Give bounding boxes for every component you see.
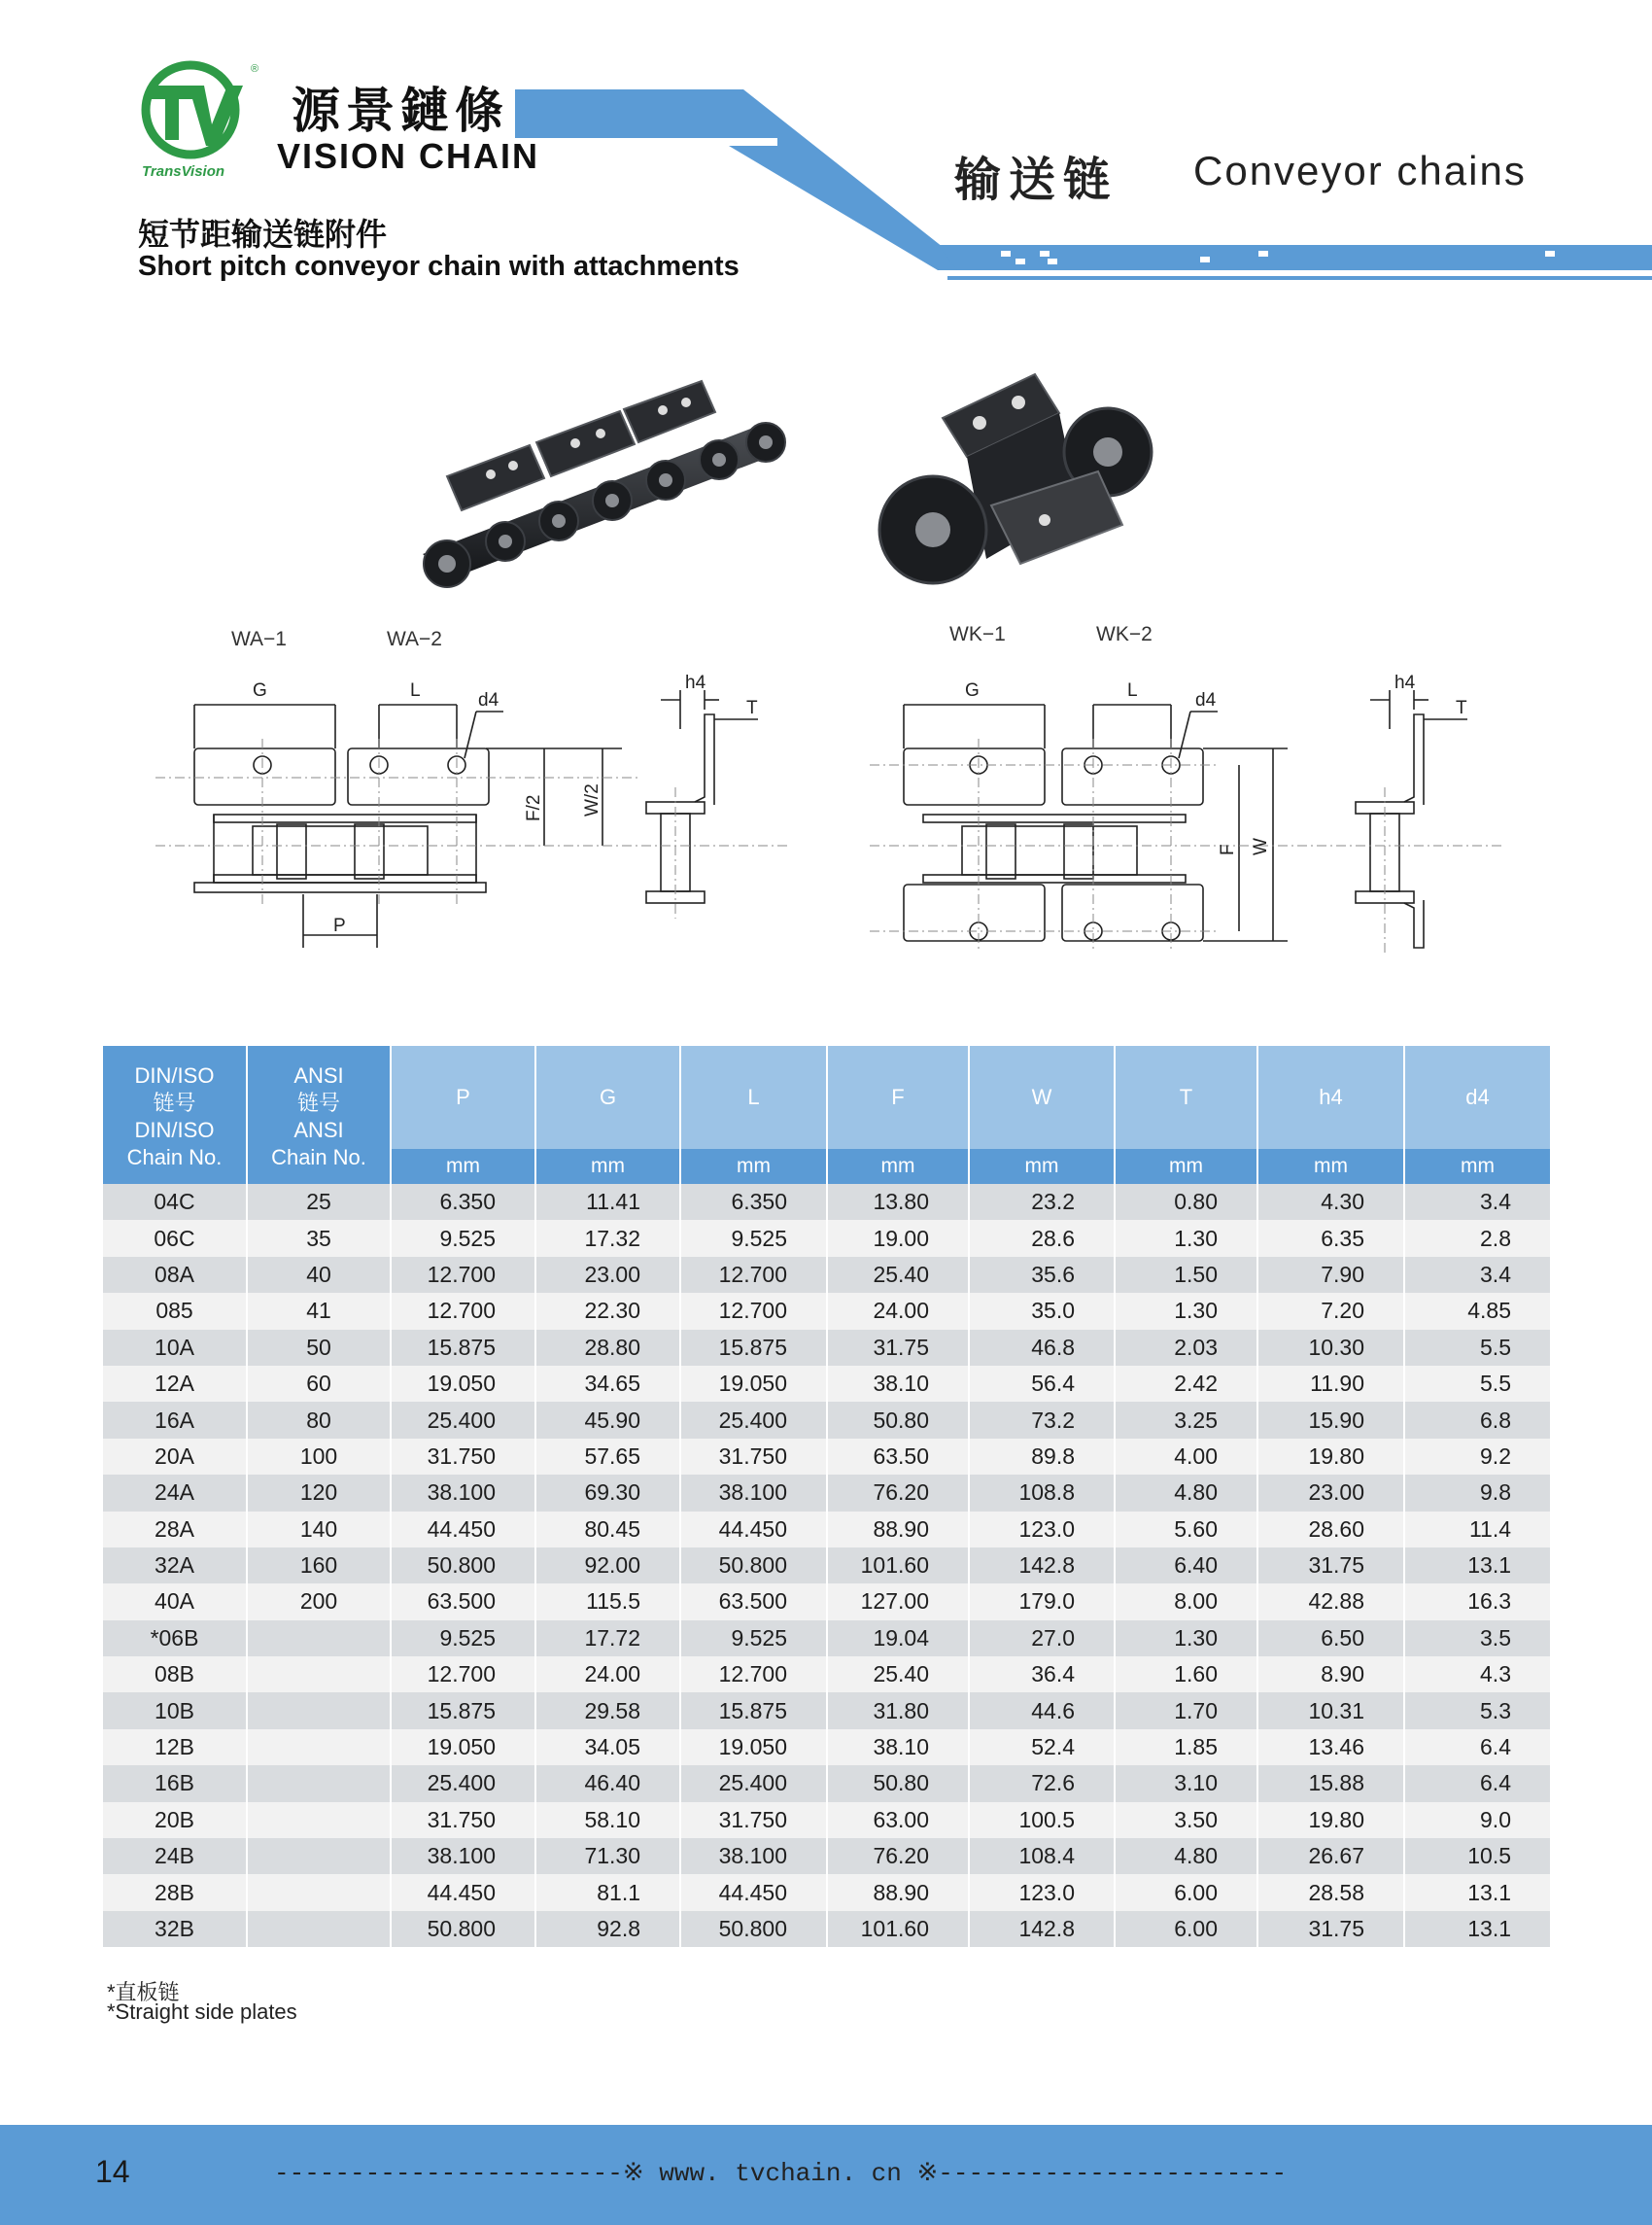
table-row [103,1257,1551,1293]
value-cell: 80.45 [535,1512,680,1547]
chain-no-cell: *06B [103,1620,247,1656]
col-head-g: G [535,1046,680,1149]
value-cell: 44.6 [969,1692,1115,1728]
ansi-no-cell: 200 [247,1583,391,1619]
unit-cell: mm [535,1149,680,1184]
wa-chain-photo [408,369,797,593]
wa1-label: WA−1 [231,628,287,650]
unit-cell: mm [680,1149,827,1184]
table-row [103,1475,1551,1511]
svg-text:TransVision: TransVision [142,163,225,180]
svg-text:d4: d4 [478,690,499,711]
value-cell: 1.85 [1115,1729,1257,1765]
value-cell: 10.5 [1404,1838,1551,1874]
value-cell: 57.65 [535,1439,680,1475]
ansi-no-cell: 50 [247,1330,391,1366]
value-cell: 5.3 [1404,1692,1551,1728]
value-cell: 46.40 [535,1765,680,1801]
ansi-no-cell: 80 [247,1402,391,1438]
chain-no-cell: 20A [103,1439,247,1475]
value-cell: 9.525 [680,1220,827,1256]
value-cell: 16.3 [1404,1583,1551,1619]
value-cell: 31.750 [680,1439,827,1475]
svg-text:L: L [1127,680,1138,701]
value-cell: 1.30 [1115,1620,1257,1656]
chain-no-cell: 24B [103,1838,247,1874]
ansi-no-cell: 35 [247,1220,391,1256]
value-cell: 12.700 [680,1656,827,1692]
value-cell: 2.03 [1115,1330,1257,1366]
wk1-label: WK−1 [949,623,1006,645]
value-cell: 19.00 [827,1220,969,1256]
ansi-no-cell [247,1620,391,1656]
chain-no-cell: 12A [103,1366,247,1402]
chain-no-cell: 08A [103,1257,247,1293]
value-cell: 179.0 [969,1583,1115,1619]
value-cell: 8.90 [1257,1656,1404,1692]
value-cell: 25.400 [391,1765,535,1801]
value-cell: 5.60 [1115,1512,1257,1547]
ansi-no-cell [247,1692,391,1728]
table-row [103,1293,1551,1329]
value-cell: 3.5 [1404,1620,1551,1656]
table-row [103,1911,1551,1947]
website-url: -----------------------※ www. tvchain. cn ※----------------------- [274,2159,1288,2188]
value-cell: 89.8 [969,1439,1115,1475]
ansi-no-cell: 100 [247,1439,391,1475]
col-head-w: W [969,1046,1115,1149]
table-row [103,1802,1551,1838]
value-cell: 8.00 [1115,1583,1257,1619]
value-cell: 142.8 [969,1547,1115,1583]
ansi-no-cell: 25 [247,1184,391,1220]
unit-cell: mm [1257,1149,1404,1184]
table-row [103,1620,1551,1656]
value-cell: 63.00 [827,1802,969,1838]
col-head-l: L [680,1046,827,1149]
svg-text:F/2: F/2 [524,794,544,821]
chain-no-cell: 06C [103,1220,247,1256]
value-cell: 1.30 [1115,1293,1257,1329]
value-cell: 42.88 [1257,1583,1404,1619]
ansi-no-cell: 140 [247,1512,391,1547]
table-row [103,1330,1551,1366]
value-cell: 50.80 [827,1402,969,1438]
chain-no-cell: 16B [103,1765,247,1801]
value-cell: 9.525 [680,1620,827,1656]
svg-text:L: L [410,680,421,701]
value-cell: 38.10 [827,1366,969,1402]
value-cell: 31.75 [1257,1547,1404,1583]
value-cell: 6.00 [1115,1911,1257,1947]
value-cell: 92.8 [535,1911,680,1947]
value-cell: 15.875 [391,1692,535,1728]
value-cell: 34.05 [535,1729,680,1765]
value-cell: 44.450 [680,1874,827,1910]
col-head-h4: h4 [1257,1046,1404,1149]
ansi-no-cell [247,1729,391,1765]
value-cell: 7.20 [1257,1293,1404,1329]
value-cell: 24.00 [827,1293,969,1329]
value-cell: 58.10 [535,1802,680,1838]
value-cell: 13.1 [1404,1911,1551,1947]
value-cell: 13.80 [827,1184,969,1220]
svg-text:T: T [1456,698,1467,718]
ansi-no-cell [247,1656,391,1692]
svg-text:W/2: W/2 [582,783,602,817]
value-cell: 28.80 [535,1330,680,1366]
chain-no-cell: 16A [103,1402,247,1438]
value-cell: 13.1 [1404,1547,1551,1583]
chain-no-cell: 04C [103,1184,247,1220]
unit-cell: mm [1115,1149,1257,1184]
value-cell: 3.4 [1404,1257,1551,1293]
value-cell: 115.5 [535,1583,680,1619]
col-head-din: DIN/ISO 链号 DIN/ISO Chain No. [103,1046,247,1184]
value-cell: 38.100 [391,1838,535,1874]
footer-band [0,2125,1652,2225]
value-cell: 100.5 [969,1802,1115,1838]
value-cell: 12.700 [680,1293,827,1329]
ansi-no-cell: 40 [247,1257,391,1293]
value-cell: 11.4 [1404,1512,1551,1547]
value-cell: 10.31 [1257,1692,1404,1728]
svg-text:T: T [746,698,758,718]
value-cell: 46.8 [969,1330,1115,1366]
page-number: 14 [95,2154,130,2189]
value-cell: 15.88 [1257,1765,1404,1801]
value-cell: 123.0 [969,1874,1115,1910]
value-cell: 92.00 [535,1547,680,1583]
chain-no-cell: 40A [103,1583,247,1619]
value-cell: 50.800 [680,1547,827,1583]
value-cell: 73.2 [969,1402,1115,1438]
section-title-cn: 短节距输送链附件 [138,216,388,253]
value-cell: 4.3 [1404,1656,1551,1692]
value-cell: 26.67 [1257,1838,1404,1874]
value-cell: 69.30 [535,1475,680,1511]
value-cell: 4.85 [1404,1293,1551,1329]
value-cell: 19.80 [1257,1439,1404,1475]
value-cell: 1.30 [1115,1220,1257,1256]
value-cell: 13.1 [1404,1874,1551,1910]
ansi-no-cell [247,1802,391,1838]
value-cell: 15.90 [1257,1402,1404,1438]
table-row [103,1656,1551,1692]
value-cell: 6.4 [1404,1729,1551,1765]
unit-cell: mm [969,1149,1115,1184]
wk-chain-photo [875,360,1186,603]
value-cell: 50.800 [391,1911,535,1947]
value-cell: 24.00 [535,1656,680,1692]
value-cell: 38.100 [680,1475,827,1511]
chain-no-cell: 32B [103,1911,247,1947]
ansi-no-cell [247,1838,391,1874]
value-cell: 71.30 [535,1838,680,1874]
value-cell: 81.1 [535,1874,680,1910]
value-cell: 127.00 [827,1583,969,1619]
value-cell: 9.8 [1404,1475,1551,1511]
spec-table-body [103,1184,1551,1947]
value-cell: 19.80 [1257,1802,1404,1838]
table-row [103,1220,1551,1256]
svg-text:F: F [1218,844,1238,855]
value-cell: 17.72 [535,1620,680,1656]
value-cell: 6.350 [391,1184,535,1220]
value-cell: 1.50 [1115,1257,1257,1293]
value-cell: 4.80 [1115,1838,1257,1874]
table-row [103,1583,1551,1619]
table-row [103,1874,1551,1910]
footnote-en: *Straight side plates [107,1999,297,2024]
table-row [103,1729,1551,1765]
chain-no-cell: 12B [103,1729,247,1765]
value-cell: 19.04 [827,1620,969,1656]
ansi-no-cell: 60 [247,1366,391,1402]
chain-no-cell: 10B [103,1692,247,1728]
value-cell: 123.0 [969,1512,1115,1547]
value-cell: 88.90 [827,1874,969,1910]
value-cell: 3.4 [1404,1184,1551,1220]
value-cell: 63.50 [827,1439,969,1475]
unit-cell: mm [391,1149,535,1184]
value-cell: 19.050 [391,1366,535,1402]
value-cell: 63.500 [391,1583,535,1619]
wa-attachment-drawing [155,671,787,962]
value-cell: 12.700 [680,1257,827,1293]
value-cell: 108.8 [969,1475,1115,1511]
value-cell: 6.8 [1404,1402,1551,1438]
value-cell: 4.30 [1257,1184,1404,1220]
value-cell: 38.100 [680,1838,827,1874]
value-cell: 28.58 [1257,1874,1404,1910]
ansi-no-cell: 160 [247,1547,391,1583]
spec-table [103,1046,1552,1947]
value-cell: 5.5 [1404,1330,1551,1366]
value-cell: 25.400 [680,1765,827,1801]
value-cell: 2.8 [1404,1220,1551,1256]
value-cell: 12.700 [391,1656,535,1692]
value-cell: 12.700 [391,1257,535,1293]
ansi-no-cell: 41 [247,1293,391,1329]
value-cell: 108.4 [969,1838,1115,1874]
footnote-cn: *直板链 [107,1980,180,2004]
value-cell: 28.60 [1257,1512,1404,1547]
value-cell: 1.60 [1115,1656,1257,1692]
chain-no-cell: 20B [103,1802,247,1838]
value-cell: 76.20 [827,1838,969,1874]
value-cell: 27.0 [969,1620,1115,1656]
svg-text:h4: h4 [1394,673,1416,693]
value-cell: 10.30 [1257,1330,1404,1366]
value-cell: 3.10 [1115,1765,1257,1801]
value-cell: 6.35 [1257,1220,1404,1256]
value-cell: 63.500 [680,1583,827,1619]
value-cell: 31.80 [827,1692,969,1728]
table-row [103,1184,1551,1220]
col-head-ansi: ANSI 链号 ANSI Chain No. [247,1046,391,1184]
value-cell: 7.90 [1257,1257,1404,1293]
col-head-t: T [1115,1046,1257,1149]
value-cell: 25.400 [680,1402,827,1438]
ansi-no-cell [247,1874,391,1910]
value-cell: 44.450 [680,1512,827,1547]
wk-attachment-drawing [870,671,1501,962]
value-cell: 9.2 [1404,1439,1551,1475]
value-cell: 28.6 [969,1220,1115,1256]
table-row [103,1692,1551,1728]
chain-no-cell: 32A [103,1547,247,1583]
value-cell: 6.50 [1257,1620,1404,1656]
unit-cell: mm [827,1149,969,1184]
value-cell: 19.050 [391,1729,535,1765]
value-cell: 31.750 [680,1802,827,1838]
ansi-no-cell: 120 [247,1475,391,1511]
value-cell: 3.50 [1115,1802,1257,1838]
table-row [103,1512,1551,1547]
svg-text:W: W [1251,838,1271,855]
value-cell: 4.80 [1115,1475,1257,1511]
col-head-f: F [827,1046,969,1149]
page-title-cn: 输送链 [954,153,1119,207]
value-cell: 44.450 [391,1512,535,1547]
value-cell: 23.2 [969,1184,1115,1220]
svg-text:h4: h4 [685,673,706,693]
value-cell: 23.00 [1257,1475,1404,1511]
value-cell: 6.350 [680,1184,827,1220]
svg-text:d4: d4 [1195,690,1217,711]
value-cell: 25.40 [827,1656,969,1692]
value-cell: 9.525 [391,1620,535,1656]
value-cell: 101.60 [827,1911,969,1947]
value-cell: 23.00 [535,1257,680,1293]
value-cell: 19.050 [680,1729,827,1765]
chain-no-cell: 24A [103,1475,247,1511]
value-cell: 29.58 [535,1692,680,1728]
brand-name-en: VISION CHAIN [277,136,540,176]
value-cell: 45.90 [535,1402,680,1438]
value-cell: 5.5 [1404,1366,1551,1402]
value-cell: 50.80 [827,1765,969,1801]
value-cell: 1.70 [1115,1692,1257,1728]
chain-no-cell: 08B [103,1656,247,1692]
svg-text:®: ® [251,63,259,75]
value-cell: 72.6 [969,1765,1115,1801]
value-cell: 34.65 [535,1366,680,1402]
ansi-no-cell [247,1911,391,1947]
value-cell: 50.800 [680,1911,827,1947]
value-cell: 31.750 [391,1439,535,1475]
value-cell: 38.100 [391,1475,535,1511]
brand-logo [134,56,260,183]
brand-name-cn: 源景鏈條 [292,83,509,139]
value-cell: 9.0 [1404,1802,1551,1838]
wk2-label: WK−2 [1096,623,1153,645]
col-head-d4: d4 [1404,1046,1551,1149]
value-cell: 76.20 [827,1475,969,1511]
value-cell: 9.525 [391,1220,535,1256]
page-title-en: Conveyor chains [1193,148,1527,193]
value-cell: 13.46 [1257,1729,1404,1765]
value-cell: 3.25 [1115,1402,1257,1438]
table-row [103,1366,1551,1402]
value-cell: 2.42 [1115,1366,1257,1402]
chain-no-cell: 28A [103,1512,247,1547]
table-row [103,1547,1551,1583]
value-cell: 0.80 [1115,1184,1257,1220]
table-row [103,1838,1551,1874]
chain-no-cell: 10A [103,1330,247,1366]
value-cell: 15.875 [391,1330,535,1366]
value-cell: 56.4 [969,1366,1115,1402]
value-cell: 35.6 [969,1257,1115,1293]
svg-text:P: P [333,916,346,936]
table-row [103,1402,1551,1438]
value-cell: 11.41 [535,1184,680,1220]
value-cell: 38.10 [827,1729,969,1765]
table-row [103,1765,1551,1801]
value-cell: 52.4 [969,1729,1115,1765]
value-cell: 44.450 [391,1874,535,1910]
value-cell: 35.0 [969,1293,1115,1329]
value-cell: 6.4 [1404,1765,1551,1801]
chain-no-cell: 085 [103,1293,247,1329]
chain-no-cell: 28B [103,1874,247,1910]
value-cell: 17.32 [535,1220,680,1256]
value-cell: 12.700 [391,1293,535,1329]
ansi-no-cell [247,1765,391,1801]
svg-text:G: G [253,680,267,701]
value-cell: 19.050 [680,1366,827,1402]
value-cell: 31.750 [391,1802,535,1838]
value-cell: 4.00 [1115,1439,1257,1475]
value-cell: 15.875 [680,1330,827,1366]
value-cell: 31.75 [827,1330,969,1366]
svg-text:G: G [965,680,980,701]
value-cell: 31.75 [1257,1911,1404,1947]
value-cell: 50.800 [391,1547,535,1583]
value-cell: 6.00 [1115,1874,1257,1910]
value-cell: 25.40 [827,1257,969,1293]
col-head-p: P [391,1046,535,1149]
value-cell: 11.90 [1257,1366,1404,1402]
value-cell: 88.90 [827,1512,969,1547]
section-title-en: Short pitch conveyor chain with attachments [138,251,740,282]
value-cell: 15.875 [680,1692,827,1728]
value-cell: 142.8 [969,1911,1115,1947]
table-row [103,1439,1551,1475]
value-cell: 6.40 [1115,1547,1257,1583]
value-cell: 22.30 [535,1293,680,1329]
value-cell: 25.400 [391,1402,535,1438]
unit-cell: mm [1404,1149,1551,1184]
wa2-label: WA−2 [387,628,442,650]
value-cell: 101.60 [827,1547,969,1583]
value-cell: 36.4 [969,1656,1115,1692]
